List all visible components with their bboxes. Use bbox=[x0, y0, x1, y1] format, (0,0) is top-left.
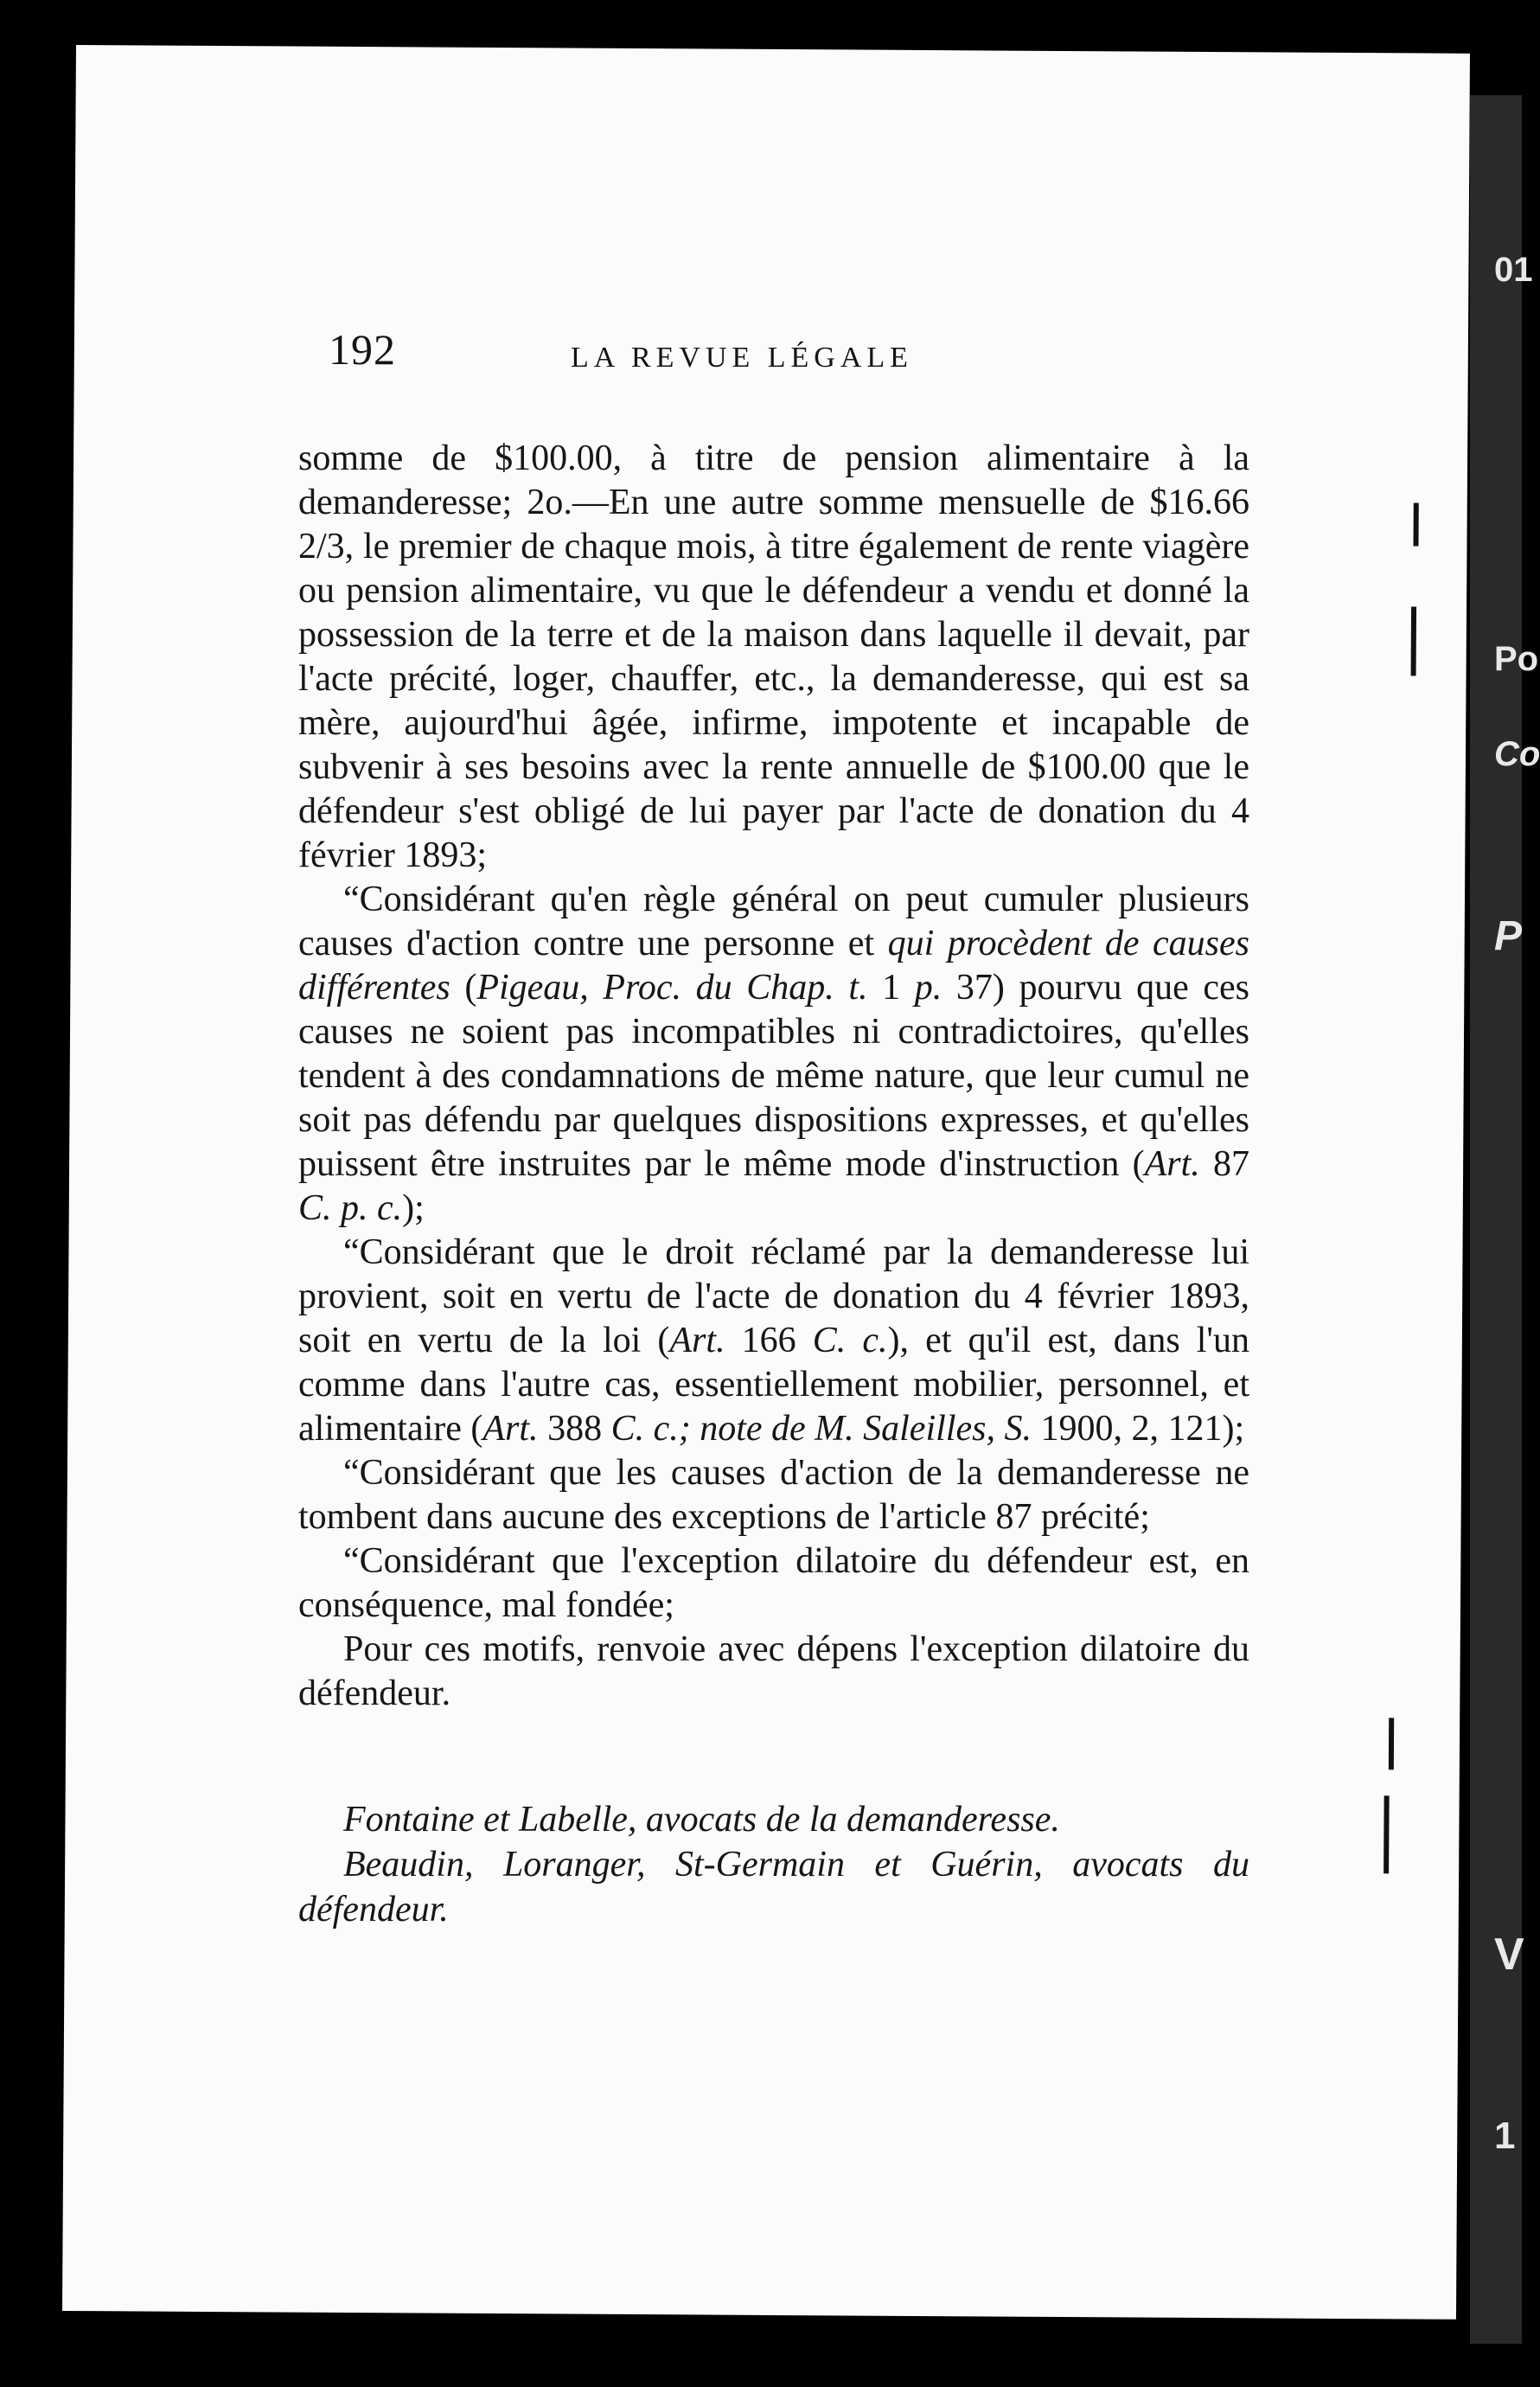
page-header bbox=[329, 316, 1236, 394]
paragraph: Pour ces motifs, renvoie avec dépens l'exception dilatoire du défendeur. bbox=[298, 1629, 1249, 1713]
body-text bbox=[298, 437, 1249, 1716]
margin-mark: Co bbox=[1494, 735, 1540, 773]
margin-mark: 1 bbox=[1494, 2115, 1516, 2157]
paragraph: “Considérant que les causes d'action de la demanderesse ne tombent dans aucune des exceptions de l'article 87 précité; bbox=[298, 1453, 1249, 1537]
paragraph: “Considérant que l'exception dilatoire du défendeur est, en conséquence, mal fondée; bbox=[298, 1541, 1249, 1625]
margin-tick bbox=[1413, 502, 1418, 546]
margin-mark: V bbox=[1494, 1929, 1524, 1980]
margin-mark: P bbox=[1494, 913, 1523, 959]
margin-tick bbox=[1411, 606, 1416, 675]
paragraph: “Considérant que le droit réclamé par la demanderesse lui provient, soit en vertu de l'acte de donation du 4 février 1893, soit en vertu de la loi (Art. 166 C. c.), et qu'il est, dans l'un comme dans l'autre cas, essentiellement mobilier, personnel, et alimentaire (Art. 388 C. c.; note de M. Saleilles, S. 1900, 2, 121); bbox=[298, 1232, 1249, 1449]
running-title: LA REVUE LÉGALE bbox=[571, 342, 913, 374]
margin-tick bbox=[1389, 1718, 1394, 1769]
page-number: 192 bbox=[329, 325, 396, 374]
paragraph: somme de $100.00, à titre de pension alimentaire à la demanderesse; 2o.—En une autre somme mensuelle de $16.66 2/3, le premier de chaque mois, à titre également de rente viagère ou pension alimentaire, vu que le défendeur a vendu et donné la possession de la terre et de la maison dans laquelle il devait, par l'acte précité, loger, chauffer, etc., la demanderesse, qui est sa mère, aujourd'hui âgée, infirme, impotente et incapable de subvenir à ses besoins avec la rente annuelle de $100.00 que le défendeur s'est obligé de lui payer par l'acte de donation du 4 février 1893; bbox=[298, 438, 1249, 875]
margin-mark: 01 bbox=[1494, 251, 1533, 289]
margin-mark: Po bbox=[1494, 640, 1539, 678]
counsel-signatures bbox=[298, 1797, 1249, 1932]
defendant-counsel: Beaudin, Loranger, St-Germain et Guérin, avocats du défendeur. bbox=[298, 1845, 1249, 1929]
plaintiff-counsel: Fontaine et Labelle, avocats de la demanderesse. bbox=[343, 1800, 1060, 1840]
margin-tick bbox=[1383, 1795, 1390, 1873]
adjacent-page-edge bbox=[1470, 95, 1522, 2344]
paragraph: “Considérant qu'en règle général on peut cumuler plusieurs causes d'action contre une personne et qui procèdent de causes différentes (Pigeau, Proc. du Chap. t. 1 p. 37) pourvu que ces causes ne soient pas incompatibles ni contradictoires, qu'elles tendent à des condamnations de même nature, que leur cumul ne soit pas défendu par quelques dispositions expresses, et qu'elles puissent être instruites par le même mode d'instruction (Art. 87 C. p. c.); bbox=[298, 880, 1249, 1228]
